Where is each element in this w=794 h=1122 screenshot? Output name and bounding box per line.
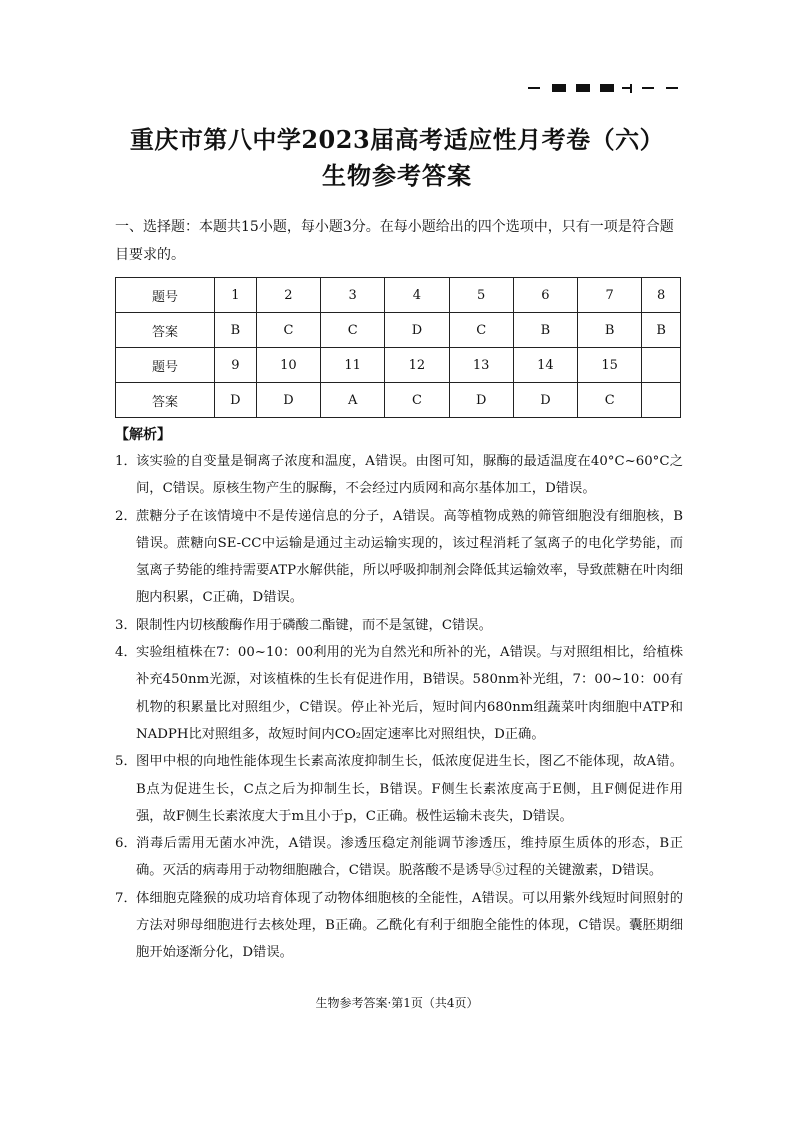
table-cell: 6 xyxy=(513,278,577,313)
table-cell: 12 xyxy=(385,348,449,383)
table-row xyxy=(116,383,681,418)
item-text: 该实验的自变量是铜离子浓度和温度，A错误。由图可知，脲酶的最适温度在40°C~60°C之间，C错误。原核生物产生的脲酶，不会经过内质网和高尔基体加工，D错误。 xyxy=(136,454,683,497)
table-cell: 题号 xyxy=(116,278,215,313)
table-cell: 14 xyxy=(513,348,577,383)
item-number: 7． xyxy=(115,890,137,906)
analysis-list xyxy=(115,448,683,967)
table-cell: 11 xyxy=(321,348,385,383)
table-cell: 10 xyxy=(256,348,320,383)
table-cell: B xyxy=(578,313,642,348)
table-cell: D xyxy=(256,383,320,418)
list-item xyxy=(115,503,683,612)
item-text: 图甲中根的向地性能体现生长素高浓度抑制生长，低浓度促进生长，图乙不能体现，故A错。B点为促进生长，C点之后为抑制生长，B错误。F侧生长素浓度高于E侧，且F侧促进作用强，故F侧生长素浓度大于m且小于p，C正确。极性运输未丧失，D错误。 xyxy=(136,754,683,824)
table-cell: C xyxy=(578,383,642,418)
table-cell: 8 xyxy=(642,278,681,313)
table-cell: B xyxy=(642,313,681,348)
answer-table xyxy=(115,277,681,418)
page-footer: 生物参考答案·第1页（共4页） xyxy=(315,996,479,1010)
table-cell: 1 xyxy=(214,278,256,313)
table-cell: C xyxy=(321,313,385,348)
corner-mark-decoration xyxy=(528,82,688,94)
table-cell: C xyxy=(256,313,320,348)
table-cell: 7 xyxy=(578,278,642,313)
item-text: 消毒后需用无菌水冲洗，A错误。渗透压稳定剂能调节渗透压，维持原生质体的形态，B正确。灭活的病毒用于动物细胞融合，C错误。脱落酸不是诱导⑤过程的关键激素，D错误。 xyxy=(136,836,683,879)
table-cell: B xyxy=(513,313,577,348)
list-item xyxy=(115,885,683,967)
table-cell xyxy=(642,348,681,383)
table-cell: 答案 xyxy=(116,313,215,348)
section-heading: 一、选择题：本题共15小题，每小题3分。在每小题给出的四个选项中，只有一项是符合题目要求的。 xyxy=(115,219,674,263)
item-text: 实验组植株在7：00~10：00利用的光为自然光和所补的光，A错误。与对照组相比，给植株补充450nm光源，对该植株的生长有促进作用，B错误。580nm补光组，7：00~10：00有机物的积累量比对照组少，C错误。停止补光后，短时间内680nm组蔬菜叶肉细胞中ATP和NADPH比对照组多，故短时间内CO₂固定速率比对照组快，D正确。 xyxy=(136,645,683,742)
document-title: 重庆市第八中学2023届高考适应性月考卷（六） xyxy=(129,125,665,154)
table-cell: 答案 xyxy=(116,383,215,418)
list-item xyxy=(115,639,683,748)
table-cell: 5 xyxy=(449,278,513,313)
document-subtitle: 生物参考答案 xyxy=(322,161,472,190)
item-number: 1． xyxy=(115,454,137,469)
table-cell: D xyxy=(214,383,256,418)
item-number: 6． xyxy=(115,836,137,852)
table-cell: 4 xyxy=(385,278,449,313)
table-row xyxy=(116,313,681,348)
table-row xyxy=(116,348,681,383)
table-cell: C xyxy=(385,383,449,418)
table-cell xyxy=(642,383,681,418)
table-cell: D xyxy=(385,313,449,348)
list-item xyxy=(115,830,683,885)
item-text: 蔗糖分子在该情境中不是传递信息的分子，A错误。高等植物成熟的筛管细胞没有细胞核，B错误。蔗糖向SE-CC中运输是通过主动运输实现的，该过程消耗了氢离子的电化学势能，而氢离子势能的维持需要ATP水解供能，所以呼吸抑制剂会降低其运输效率，导致蔗糖在叶肉细胞内积累，C正确，D错误。 xyxy=(136,508,683,606)
table-row xyxy=(116,278,681,313)
table-cell: D xyxy=(513,383,577,418)
table-cell: 13 xyxy=(449,348,513,383)
table-cell: A xyxy=(321,383,385,418)
item-number: 4． xyxy=(115,645,137,661)
item-text: 限制性内切核酸酶作用于磷酸二酯键，而不是氢键，C错误。 xyxy=(136,617,492,633)
item-number: 5． xyxy=(115,754,137,770)
table-cell: B xyxy=(214,313,256,348)
list-item xyxy=(115,448,683,503)
table-cell: D xyxy=(449,383,513,418)
analysis-heading: 【解析】 xyxy=(115,427,171,443)
item-text: 体细胞克隆猴的成功培育体现了动物体细胞核的全能性，A错误。可以用紫外线短时间照射的方法对卵母细胞进行去核处理，B正确。乙酰化有利于细胞全能性的体现，C错误。囊胚期细胞开始逐渐分化，D错误。 xyxy=(136,890,683,961)
table-cell: 15 xyxy=(578,348,642,383)
list-item xyxy=(115,612,683,639)
table-cell: 3 xyxy=(321,278,385,313)
list-item xyxy=(115,748,683,830)
table-cell: 2 xyxy=(256,278,320,313)
item-number: 3． xyxy=(115,617,137,633)
item-number: 2． xyxy=(115,508,137,524)
table-cell: C xyxy=(449,313,513,348)
table-cell: 9 xyxy=(214,348,256,383)
table-cell: 题号 xyxy=(116,348,215,383)
